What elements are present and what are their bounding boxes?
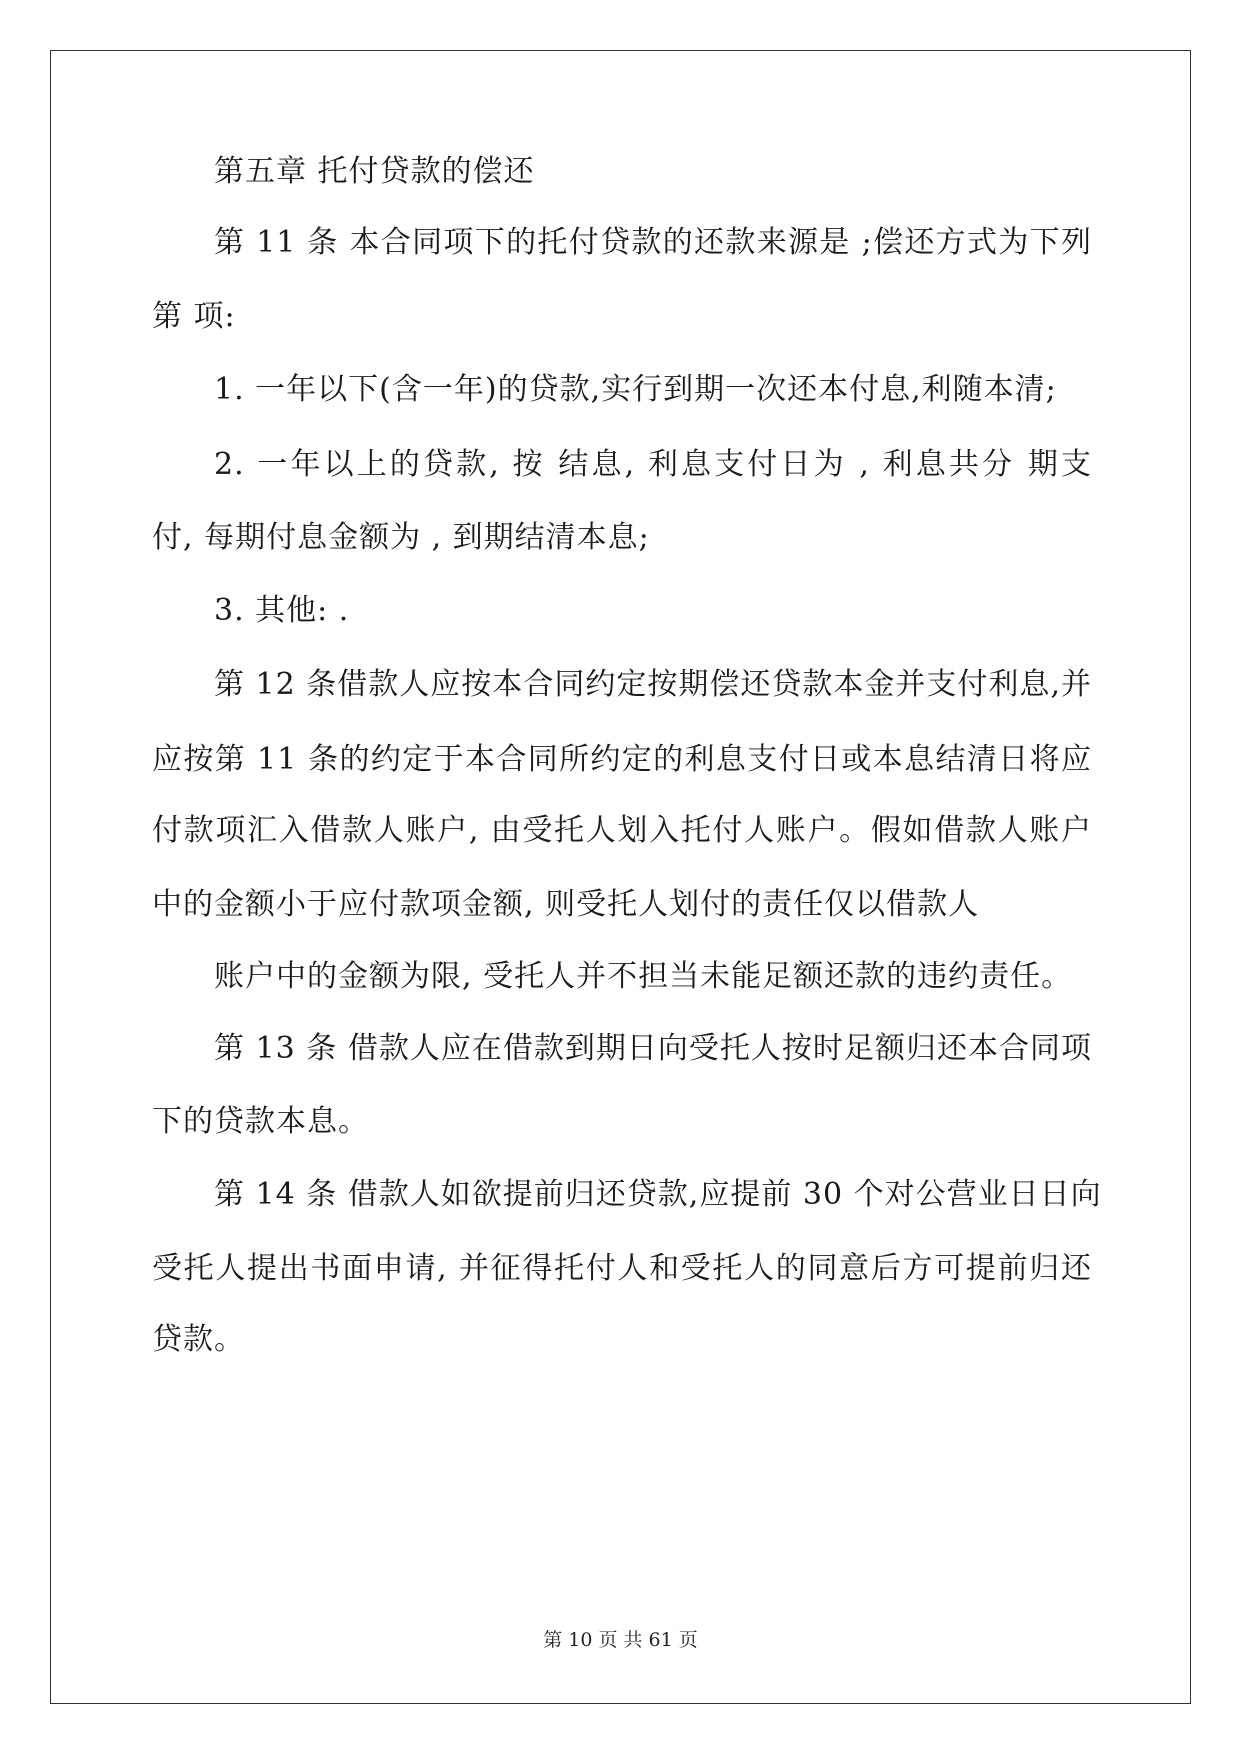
item-2-line-2: 付, 每期付息金额为 , 到期结清本息; (152, 520, 650, 555)
article-14-line-1: 第 14 条 借款人如欲提前归还贷款,应提前 30 个对公营业日日向 (214, 1177, 1102, 1212)
article-11-line-2: 第 项: (152, 299, 236, 334)
article-13-line-2: 下的贷款本息。 (152, 1104, 369, 1139)
page-number: 第 10 页 共 61 页 (543, 1629, 698, 1651)
article-11-line-1: 第 11 条 本合同项下的托付贷款的还款来源是 ;偿还方式为下列 (214, 225, 1092, 260)
article-13-line-1: 第 13 条 借款人应在借款到期日向受托人按时足额归还本合同项 (214, 1031, 1092, 1066)
item-1: 1. 一年以下(含一年)的贷款,实行到期一次还本付息,利随本清; (214, 372, 1057, 407)
article-12-line-2: 应按第 11 条的约定于本合同所约定的利息支付日或本息结清日将应 (152, 742, 1092, 777)
article-12-line-3: 付款项汇入借款人账户, 由受托人划入托付人账户。假如借款人账户 (152, 813, 1092, 848)
article-14-line-3: 贷款。 (152, 1322, 245, 1357)
article-12-line-1: 第 12 条借款人应按本合同约定按期偿还贷款本金并支付利息,并 (214, 667, 1092, 702)
item-3: 3. 其他: . (214, 593, 350, 628)
item-2-line-1: 2. 一年以上的贷款, 按 结息, 利息支付日为 , 利息共分 期支 (214, 447, 1092, 482)
article-12-line-4: 中的金额小于应付款项金额, 则受托人划付的责任仅以借款人 (152, 887, 980, 922)
chapter-title: 第五章 托付贷款的偿还 (214, 154, 535, 189)
article-12-line-5: 账户中的金额为限, 受托人并不担当未能足额还款的违约责任。 (214, 959, 1073, 994)
article-14-line-2: 受托人提出书面申请, 并征得托付人和受托人的同意后方可提前归还 (152, 1251, 1092, 1286)
